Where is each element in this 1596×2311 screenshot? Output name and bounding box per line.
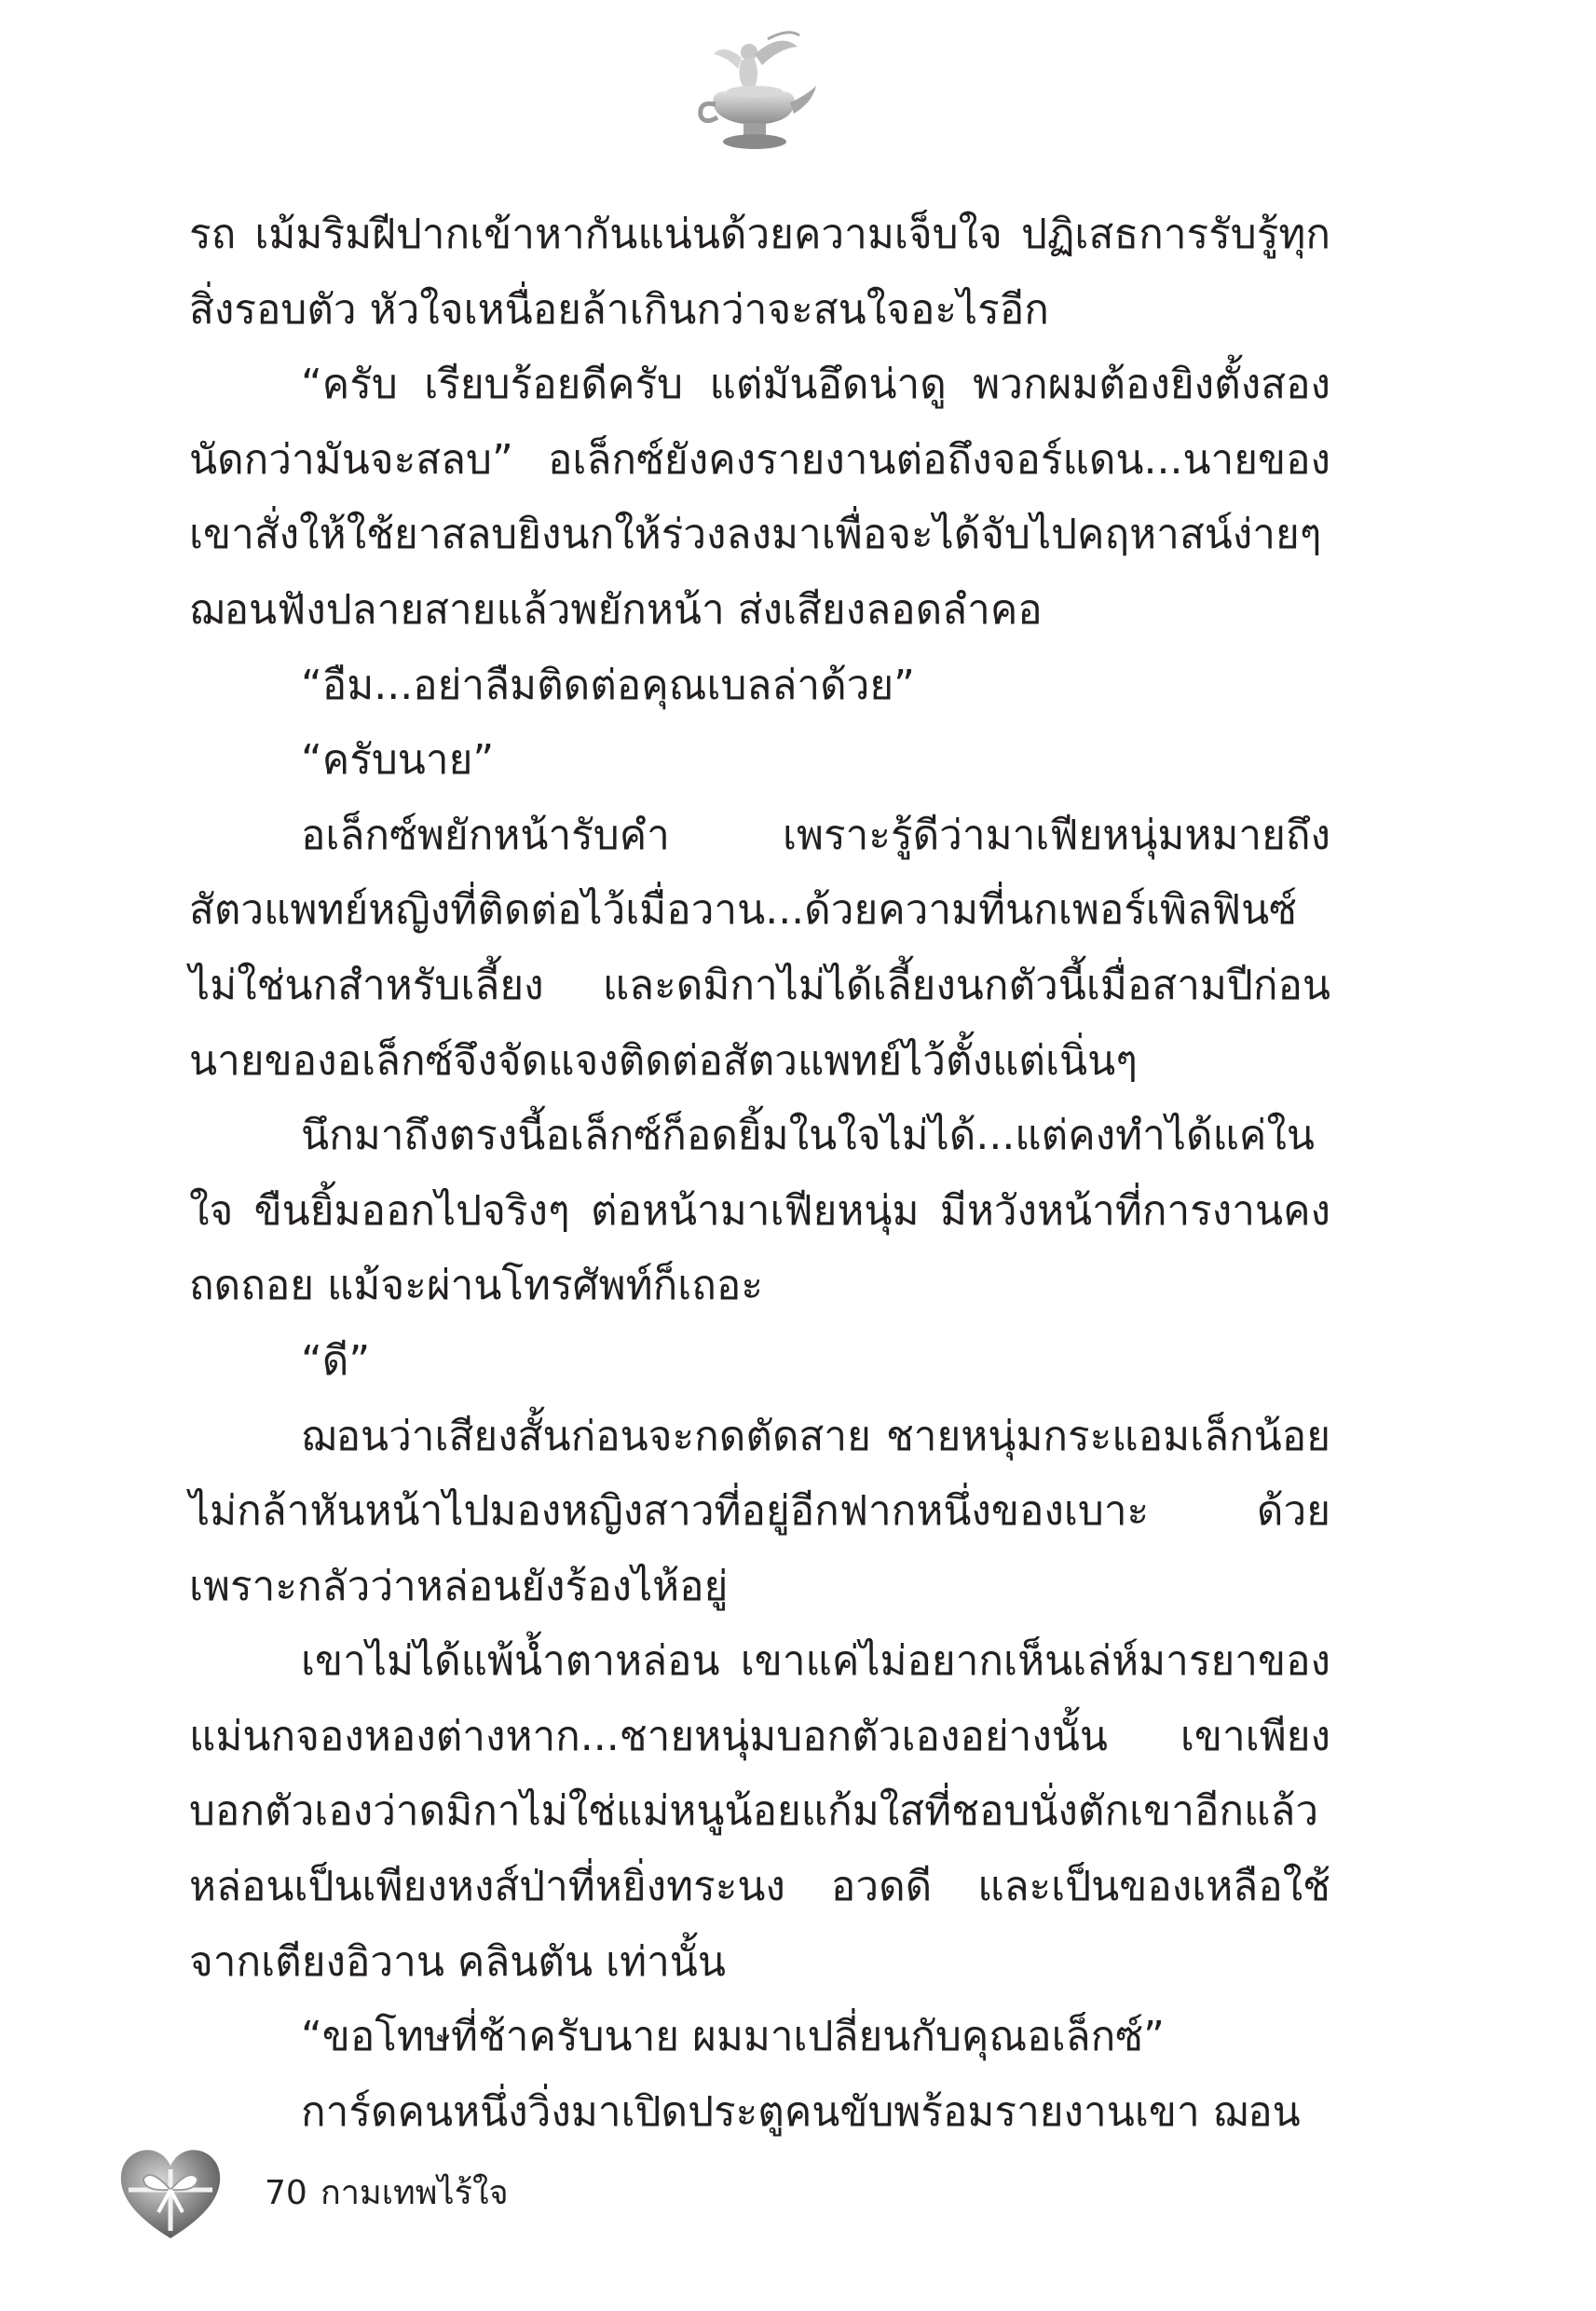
paragraph: “ครับนาย”: [301, 736, 495, 785]
genie-lamp-ornament-icon: [689, 26, 820, 164]
paragraph: “อืม...อย่าลืมติดต่อคุณเบลล่าด้วย”: [301, 661, 915, 709]
paragraph: รถ เม้มริมฝีปากเข้าหากันแน่นด้วยความเจ็บใจ ปฏิเสธการรับรู้ทุกสิ่งรอบตัว หัวใจเหนื่อยล้าเกินกว่าจะสนใจอะไรอีก: [189, 211, 1330, 334]
paragraph: การ์ดคนหนึ่งวิ่งมาเปิดประตูคนขับพร้อมรายงานเขา ฌอน: [301, 2087, 1301, 2136]
paragraph: “ขอโทษที่ช้าครับนาย ผมมาเปลี่ยนกับคุณอเล็กซ์”: [301, 2013, 1165, 2061]
paragraph: “ดี”: [301, 1336, 371, 1385]
heart-with-bow-icon: [116, 2141, 225, 2244]
page-number: 70: [265, 2174, 307, 2212]
paragraph: “ครับ เรียบร้อยดีครับ แต่มันอึดน่าดู พวกผมต้องยิงตั้งสองนัดกว่ามันจะสลบ” อเล็กซ์ยังคงรายงานต่อถึงจอร์แดน...นายของเขาสั่งให้ใช้ยาสลบยิงนกให้ร่วงลงมาเพื่อจะได้จับไปคฤหาสน์ง่ายๆ ฌอนฟังปลายสายแล้วพยักหน้า ส่งเสียงลอดลำคอ: [189, 361, 1330, 634]
paragraph: เขาไม่ได้แพ้น้ำตาหล่อน เขาแค่ไม่อยากเห็นเล่ห์มารยาของแม่นกจองหองต่างหาก...ชายหนุ่มบอกตัวเองอย่างนั้น เขาเพียงบอกตัวเองว่าดมิกาไม่ใช่แม่หนูน้อยแก้มใสที่ชอบนั่งตักเขาอีกแล้ว หล่อนเป็นเพียงหงส์ป่าที่หยิ่งทระนง อวดดี และเป็นของเหลือใช้จากเตียงอิวาน คลินตัน เท่านั้น: [189, 1637, 1330, 1986]
page-footer: [116, 2141, 675, 2244]
paragraph: นึกมาถึงตรงนี้อเล็กซ์ก็อดยิ้มในใจไม่ได้...แต่คงทำได้แค่ในใจ ขืนยิ้มออกไปจริงๆ ต่อหน้ามาเฟียหนุ่ม มีหวังหน้าที่การงานคงถดถอย แม้จะผ่านโทรศัพท์ก็เถอะ: [189, 1112, 1330, 1310]
book-title: กามเทพไร้ใจ: [321, 2174, 509, 2212]
body-text: [189, 198, 1330, 2150]
paragraph: อเล็กซ์พยักหน้ารับคำ เพราะรู้ดีว่ามาเฟียหนุ่มหมายถึงสัตวแพทย์หญิงที่ติดต่อไว้เมื่อวาน...ด้วยความที่นกเพอร์เพิลฟินซ์ไม่ใช่นกสำหรับเลี้ยง และดมิกาไม่ได้เลี้ยงนกตัวนี้เมื่อสามปีก่อน นายของอเล็กซ์จึงจัดแจงติดต่อสัตวแพทย์ไว้ตั้งแต่เนิ่นๆ: [189, 811, 1330, 1085]
paragraph: ฌอนว่าเสียงสั้นก่อนจะกดตัดสาย ชายหนุ่มกระแอมเล็กน้อยไม่กล้าหันหน้าไปมองหญิงสาวที่อยู่อีกฟากหนึ่งของเบาะ ด้วยเพราะกลัวว่าหล่อนยังร้องไห้อยู่: [189, 1412, 1330, 1610]
